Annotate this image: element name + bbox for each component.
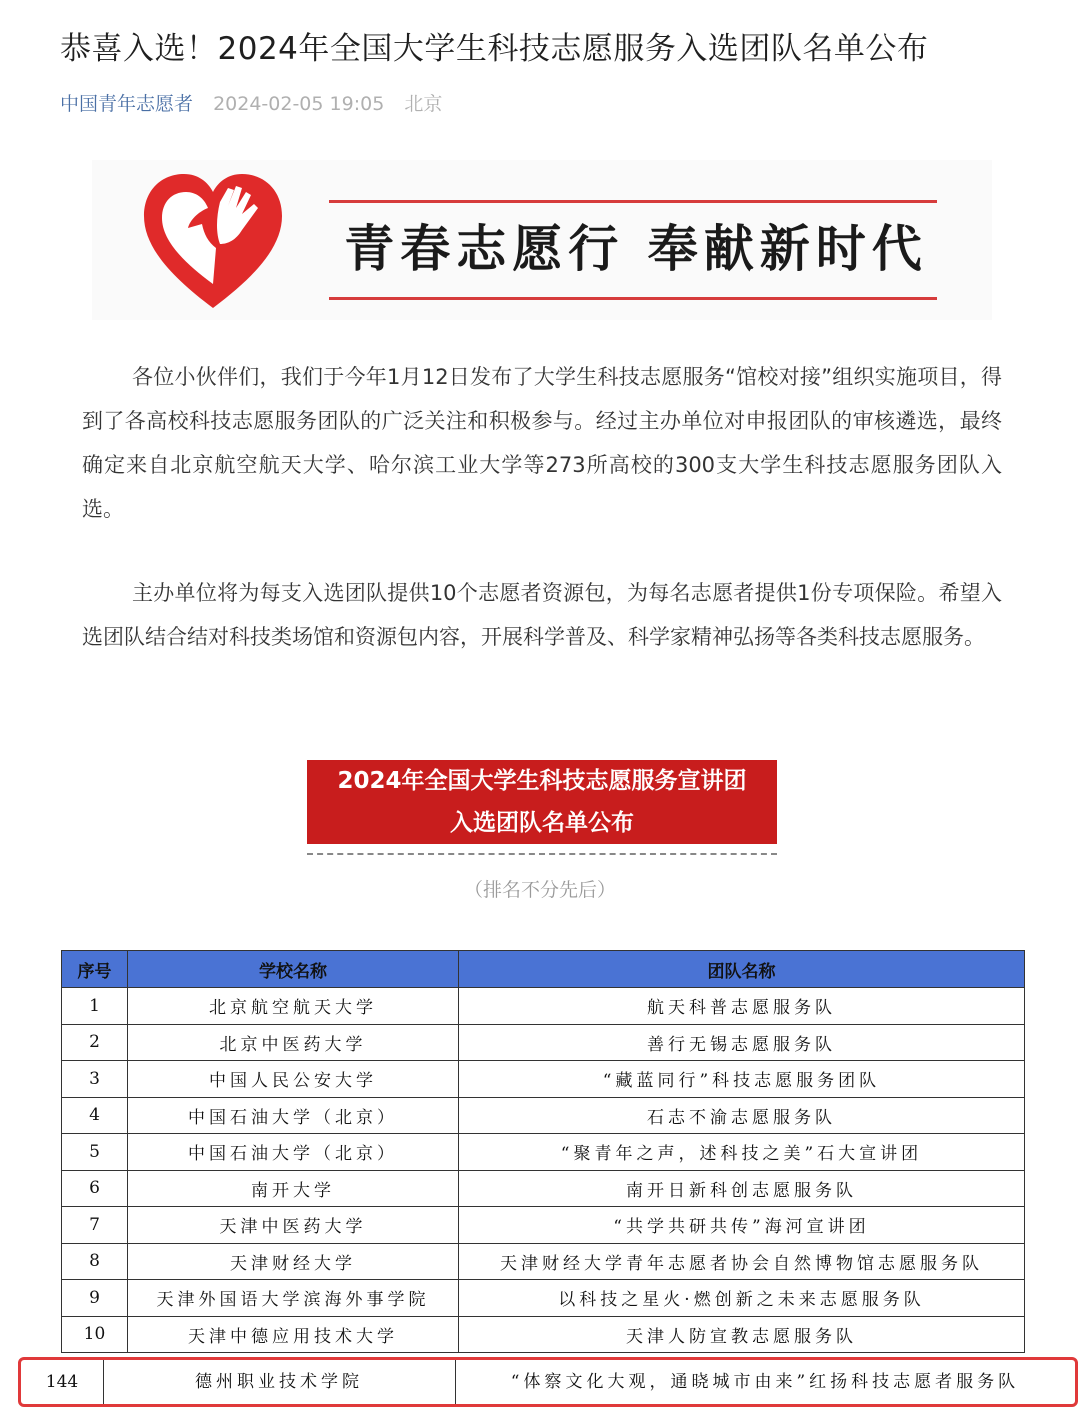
row-index: 7 [62, 1207, 128, 1244]
highlight-school: 德州职业技术学院 [195, 1372, 363, 1392]
row-school: 北京中医药大学 [128, 1024, 459, 1061]
row-school: 北京航空航天大学 [128, 988, 459, 1025]
publish-location: 北京 [404, 93, 443, 115]
list-title-line1: 2024年全国大学生科技志愿服务宣讲团 [337, 768, 747, 794]
table-row [62, 1024, 1025, 1061]
highlight-index: 144 [45, 1372, 79, 1392]
row-index: 3 [62, 1061, 128, 1098]
table-row [62, 1316, 1025, 1353]
row-school: 天津中德应用技术大学 [128, 1316, 459, 1353]
row-school: 天津外国语大学滨海外事学院 [128, 1280, 459, 1317]
row-school: 中国人民公安大学 [128, 1061, 459, 1098]
row-school: 中国石油大学（北京） [128, 1134, 459, 1171]
row-index: 4 [62, 1097, 128, 1134]
row-team: 石志不渝志愿服务队 [459, 1097, 1025, 1134]
ranking-note: （排名不分先后） [463, 879, 616, 901]
row-team: “藏蓝同行”科技志愿服务团队 [459, 1061, 1025, 1098]
row-team: 善行无锡志愿服务队 [459, 1024, 1025, 1061]
row-team: 以科技之星火·燃创新之未来志愿服务队 [459, 1280, 1025, 1317]
row-school: 天津财经大学 [128, 1243, 459, 1280]
table-row [62, 1243, 1025, 1280]
table-row [62, 1207, 1025, 1244]
slogan-banner [92, 160, 992, 320]
source-link[interactable]: 中国青年志愿者 [60, 93, 194, 115]
table-row [62, 1134, 1025, 1171]
table-row [62, 988, 1025, 1025]
article-title: 恭喜入选！2024年全国大学生科技志愿服务入选团队名单公布 [60, 31, 929, 67]
header-school: 学校名称 [128, 951, 459, 988]
volunteer-heart-hand-icon [138, 168, 288, 316]
body-paragraph-2: 主办单位将为每支入选团队提供10个志愿者资源包，为每名志愿者提供1份专项保险。希望入选团队结合结对科技类场馆和资源包内容，开展科学普及、科学家精神弘扬等各类科技志愿服务。 [82, 581, 1002, 649]
body-paragraph-1: 各位小伙伴们，我们于今年1月12日发布了大学生科技志愿服务“馆校对接”组织实施项目，得到了各高校科技志愿服务团队的广泛关注和积极参与。经过主办单位对申报团队的审核遴选，最终确定来自北京航空航天大学、哈尔滨工业大学等273所高校的300支大学生科技志愿服务团队入选。 [82, 365, 1002, 521]
row-team: 天津人防宣教志愿服务队 [459, 1316, 1025, 1353]
row-index: 5 [62, 1134, 128, 1171]
list-title-line2: 入选团队名单公布 [450, 810, 634, 836]
row-index: 10 [62, 1316, 128, 1353]
row-team: 天津财经大学青年志愿者协会自然博物馆志愿服务队 [459, 1243, 1025, 1280]
header-index: 序号 [62, 951, 128, 988]
table-row [62, 1170, 1025, 1207]
slogan-frame [329, 200, 937, 300]
article-meta [60, 90, 442, 118]
header-team: 团队名称 [459, 951, 1025, 988]
table-row [62, 1097, 1025, 1134]
row-team: “共学共研共传”海河宣讲团 [459, 1207, 1025, 1244]
row-index: 8 [62, 1243, 128, 1280]
row-index: 2 [62, 1024, 128, 1061]
table-row [62, 1061, 1025, 1098]
row-school: 中国石油大学（北京） [128, 1097, 459, 1134]
row-index: 1 [62, 988, 128, 1025]
table-header-row [62, 951, 1025, 988]
table-row [62, 1280, 1025, 1317]
slogan-text: 青春志愿行 奉献新时代 [344, 219, 928, 278]
row-school: 南开大学 [128, 1170, 459, 1207]
highlight-team: “体察文化大观，通晓城市由来”红扬科技志愿者服务队 [510, 1372, 1020, 1392]
row-index: 6 [62, 1170, 128, 1207]
publish-time: 2024-02-05 19:05 [213, 93, 385, 115]
row-team: 南开日新科创志愿服务队 [459, 1170, 1025, 1207]
row-team: “聚青年之声，述科技之美”石大宣讲团 [459, 1134, 1025, 1171]
list-title-box [307, 760, 777, 844]
row-school: 天津中医药大学 [128, 1207, 459, 1244]
row-team: 航天科普志愿服务队 [459, 988, 1025, 1025]
highlighted-row [18, 1357, 1078, 1407]
row-index: 9 [62, 1280, 128, 1317]
team-table [61, 950, 1025, 1353]
dashed-divider [307, 853, 777, 855]
